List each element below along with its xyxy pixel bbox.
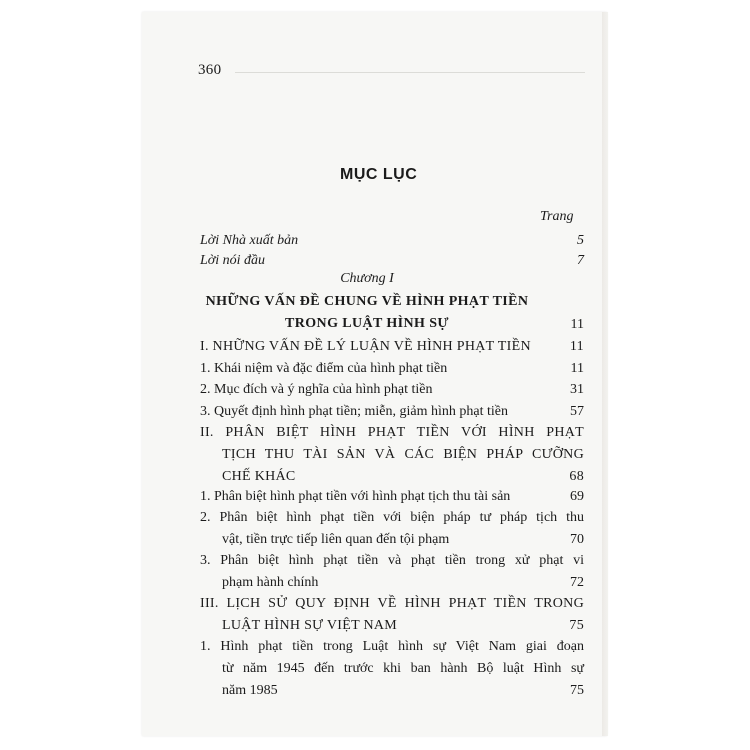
chapter-label: Chương I — [340, 271, 394, 286]
toc-entry-text: Lời nói đầu — [200, 253, 266, 268]
toc-entry-text: 3. Quyết định hình phạt tiền; miễn, giảm hình phạt tiền — [200, 404, 508, 419]
toc-section-line-2: TỊCH THU TÀI SẢN VÀ CÁC BIỆN PHÁP CƯỠNG — [222, 447, 584, 462]
toc-section-line-1: II. PHÂN BIỆT HÌNH PHẠT TIỀN VỚI HÌNH PHẠT — [200, 425, 584, 440]
toc-entry-text: Lời Nhà xuất bản — [200, 233, 299, 248]
toc-section-line-2: LUẬT HÌNH SỰ VIỆT NAM — [222, 618, 398, 633]
page-column-label: Trang — [540, 209, 574, 224]
toc-entry — [222, 531, 584, 549]
toc-entry — [222, 574, 584, 592]
toc-section-line-1: III. LỊCH SỬ QUY ĐỊNH VỀ HÌNH PHẠT TIỀN TRONG — [200, 596, 584, 611]
toc-entry — [200, 252, 584, 270]
toc-entry-page: 31 — [570, 382, 584, 397]
toc-entry-line-2: vật, tiền trực tiếp liên quan đến tội phạm — [222, 532, 450, 547]
toc-entry-page: 72 — [570, 575, 584, 590]
toc-entry — [200, 232, 584, 250]
toc-entry-text: 1. Phân biệt hình phạt tiền với hình phạt tịch thu tài sản — [200, 489, 511, 504]
toc-entry-page: 75 — [570, 683, 584, 698]
toc-entry — [200, 381, 584, 399]
toc-section-line-3: CHẾ KHÁC — [222, 469, 296, 484]
toc-entry-page: 70 — [570, 532, 584, 547]
toc-entry-page: 7 — [577, 253, 584, 268]
header-rule — [235, 72, 585, 73]
toc-entry-text: I. NHỮNG VẤN ĐỀ LÝ LUẬN VỀ HÌNH PHẠT TIỀN — [200, 339, 531, 354]
toc-section — [200, 338, 584, 356]
page-title: MỤC LỤC — [340, 166, 418, 183]
toc-entry-page: 75 — [569, 618, 584, 633]
toc-entry-line-3: năm 1985 — [222, 683, 278, 698]
toc-section — [222, 468, 584, 486]
toc-entry-line-1: 1. Hình phạt tiền trong Luật hình sự Việt Nam giai đoạn — [200, 639, 584, 654]
toc-entry-page: 5 — [577, 233, 584, 248]
toc-entry-line-2: phạm hành chính — [222, 575, 319, 590]
toc-entry — [200, 488, 584, 506]
toc-entry — [200, 403, 584, 421]
chapter-title-line-1: NHỮNG VẤN ĐỀ CHUNG VỀ HÌNH PHẠT TIỀN — [205, 294, 529, 309]
chapter-title-line-2: TRONG LUẬT HÌNH SỰ — [285, 316, 449, 331]
toc-entry — [200, 360, 584, 378]
toc-entry-page: 68 — [569, 469, 584, 484]
page-edge — [602, 12, 608, 736]
toc-entry — [222, 682, 584, 700]
toc-entry-line-1: 3. Phân biệt hình phạt tiền và phạt tiền trong xử phạt vi — [200, 553, 584, 568]
toc-entry-page: 11 — [570, 317, 584, 332]
toc-entry-text: 2. Mục đích và ý nghĩa của hình phạt tiền — [200, 382, 433, 397]
toc-entry-text: 1. Khái niệm và đặc điểm của hình phạt tiền — [200, 361, 448, 376]
toc-entry-line-1: 2. Phân biệt hình phạt tiền với biện pháp tư pháp tịch thu — [200, 510, 584, 525]
toc-section — [222, 617, 584, 635]
toc-entry-page: 11 — [570, 361, 584, 376]
toc-entry-page: 11 — [569, 339, 584, 354]
toc-entry-line-2: từ năm 1945 đến trước khi ban hành Bộ luật Hình sự — [222, 661, 584, 676]
toc-entry-page: 57 — [570, 404, 584, 419]
toc-entry-page: 69 — [570, 489, 584, 504]
page-number: 360 — [198, 62, 222, 78]
